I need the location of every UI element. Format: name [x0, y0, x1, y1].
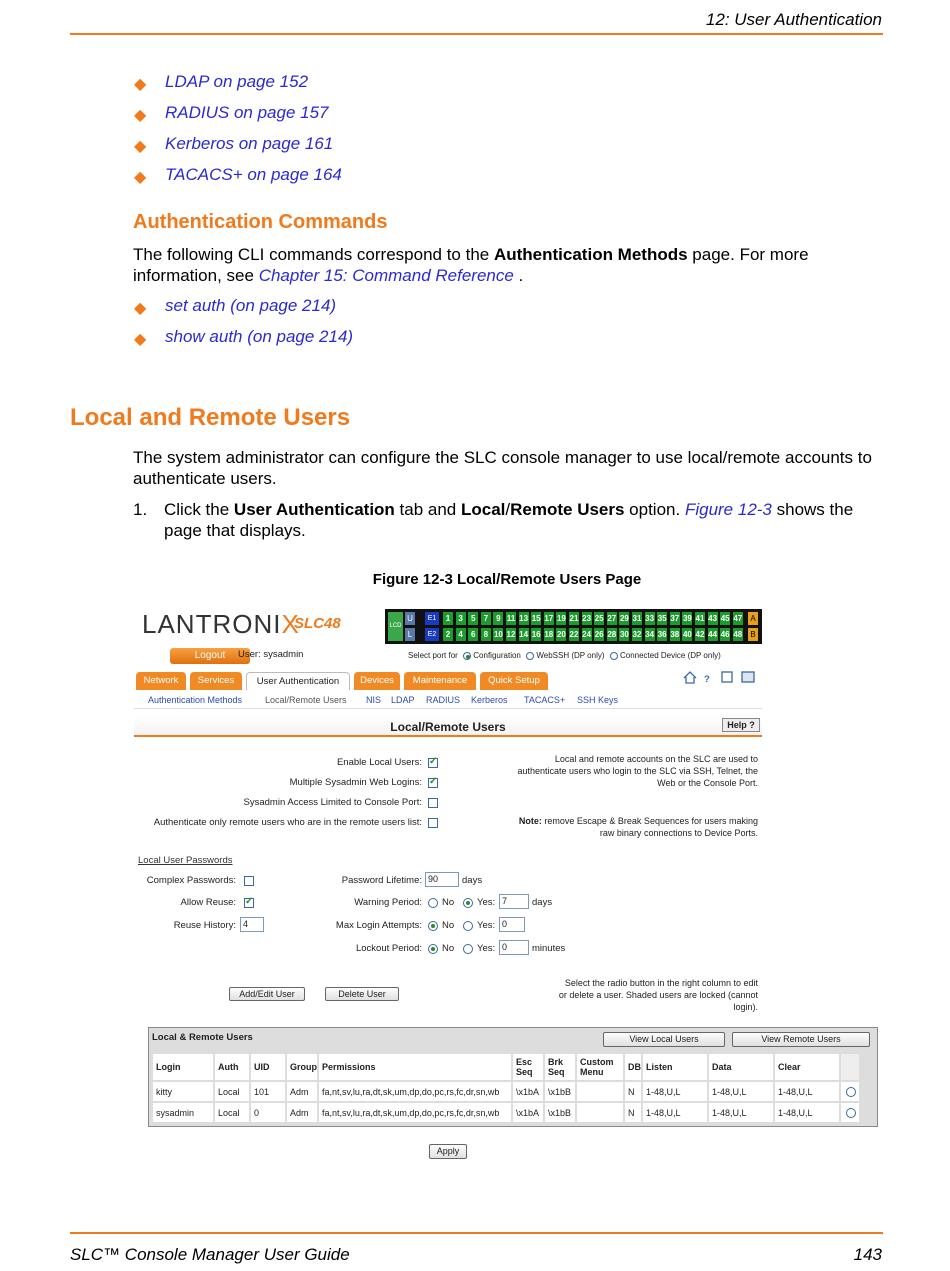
lockout-no-label: No [442, 943, 455, 954]
allow-reuse-label: Allow Reuse: [180, 897, 236, 908]
col-data: Data [709, 1054, 773, 1080]
lockout-period-input[interactable]: 0 [499, 940, 529, 955]
cell-select [841, 1082, 859, 1101]
connected-device-radio[interactable] [610, 652, 618, 660]
port-4[interactable]: 4 [456, 628, 466, 641]
col-select [841, 1054, 859, 1080]
port-8[interactable]: 8 [481, 628, 491, 641]
footer-rule [70, 1232, 883, 1234]
tab-services[interactable]: Services [190, 672, 242, 690]
view-remote-users-button[interactable]: View Remote Users [732, 1032, 870, 1047]
page-title-bar [134, 715, 762, 737]
enable-local-checkbox[interactable] [428, 758, 438, 768]
port-19[interactable]: 19 [556, 614, 566, 623]
port-37[interactable]: 37 [670, 614, 680, 623]
help-button[interactable]: Help ? [722, 718, 760, 732]
config-radio[interactable] [463, 652, 471, 660]
cell-select [841, 1103, 859, 1122]
cell-listen: 1-48,U,L [643, 1082, 707, 1101]
complex-passwords-label: Complex Passwords: [146, 875, 236, 886]
header-rule [70, 33, 883, 35]
password-lifetime-label: Password Lifetime: [341, 875, 422, 886]
users-table-title: Local & Remote Users [152, 1032, 253, 1043]
tab-quick-setup[interactable]: Quick Setup [480, 672, 548, 690]
warning-no-label: No [442, 897, 455, 908]
cell-group: Adm [287, 1082, 317, 1101]
port-20[interactable]: 20 [556, 630, 566, 639]
cell-brk-seq: \x1bB [545, 1082, 575, 1101]
cell-custom-menu [577, 1103, 623, 1122]
delete-user-button[interactable]: Delete User [325, 987, 399, 1001]
port-28[interactable]: 28 [607, 630, 617, 639]
subnav-nis[interactable]: NIS [366, 695, 382, 705]
link-ldap[interactable]: LDAP on page 152 [165, 72, 309, 91]
cell-brk-seq: \x1bB [545, 1103, 575, 1122]
port-3[interactable]: 3 [456, 612, 466, 625]
tab-maintenance[interactable]: Maintenance [404, 672, 476, 690]
port-25[interactable]: 25 [594, 614, 604, 623]
port-29[interactable]: 29 [619, 614, 629, 623]
subnav-local-remote[interactable]: Local/Remote Users [265, 695, 347, 705]
col-brk-seq: Brk Seq [545, 1054, 575, 1080]
col-uid: UID [251, 1054, 285, 1080]
cell-data: 1-48,U,L [709, 1103, 773, 1122]
section-intro: The system administrator can configure the SLC console manager to use local/remote accounts to authenticate users. [133, 448, 872, 488]
home-icon [684, 672, 696, 683]
max-login-no-radio[interactable] [428, 921, 438, 931]
cell-listen: 1-48,U,L [643, 1103, 707, 1122]
select-user-radio[interactable] [846, 1108, 856, 1118]
cell-auth: Local [215, 1103, 249, 1122]
lifetime-days-unit: days [462, 875, 483, 886]
port-47[interactable]: 47 [733, 614, 743, 623]
cell-uid: 0 [251, 1103, 285, 1122]
model-label: SLC48 [294, 615, 341, 632]
cell-db: N [625, 1103, 641, 1122]
usb-u-port[interactable]: U [405, 612, 415, 625]
port-14[interactable]: 14 [519, 630, 529, 639]
section-heading: Local and Remote Users [70, 404, 351, 431]
sitemap-icon [722, 672, 732, 682]
port-23[interactable]: 23 [582, 614, 592, 623]
cell-login: kitty [153, 1082, 213, 1101]
max-login-yes-radio[interactable] [463, 921, 473, 931]
lockout-minutes-unit: minutes [532, 943, 566, 954]
subnav-auth-methods[interactable]: Authentication Methods [148, 695, 243, 705]
cell-uid: 101 [251, 1082, 285, 1101]
cell-data: 1-48,U,L [709, 1082, 773, 1101]
col-login: Login [153, 1054, 213, 1080]
reuse-history-label: Reuse History: [173, 920, 236, 931]
port-39[interactable]: 39 [682, 614, 692, 623]
port-a[interactable]: A [748, 612, 758, 625]
cell-permissions: fa,nt,sv,lu,ra,dt,sk,um,dp,do,pc,rs,fc,dr,sn,wb [319, 1082, 511, 1101]
eth-e1-port[interactable]: E1 [425, 612, 439, 625]
port-13[interactable]: 13 [519, 614, 529, 623]
tab-network[interactable]: Network [136, 672, 186, 690]
cell-esc-seq: \x1bA [513, 1082, 543, 1101]
multiple-sysadmin-checkbox[interactable] [428, 778, 438, 788]
figure-caption: Figure 12-3 Local/Remote Users Page [372, 571, 642, 588]
users-table [151, 1052, 861, 1124]
link-tacacs[interactable]: TACACS+ on page 164 [165, 165, 342, 184]
bullet-diamond-icon: ◆ [134, 300, 147, 317]
reuse-history-input[interactable]: 4 [240, 917, 264, 932]
port-34[interactable]: 34 [645, 630, 655, 639]
col-clear: Clear [775, 1054, 839, 1080]
link-show-auth[interactable]: show auth (on page 214) [165, 327, 354, 346]
port-10[interactable]: 10 [493, 630, 503, 639]
chapter-15-link[interactable]: Chapter 15: Command Reference [258, 266, 514, 285]
warning-yes-radio[interactable] [463, 898, 473, 908]
port-21[interactable]: 21 [569, 614, 579, 623]
auth-remote-only-label: Authenticate only remote users who are in the remote users list: [153, 817, 422, 828]
port-27[interactable]: 27 [607, 614, 617, 623]
max-login-label: Max Login Attempts: [335, 920, 422, 931]
auth-commands-paragraph: The following CLI commands correspond to the Authentication Methods page. For more information, see Chapter 15: Command Reference . [133, 245, 809, 285]
bullet-diamond-icon: ◆ [134, 169, 147, 186]
cell-clear: 1-48,U,L [775, 1103, 839, 1122]
help-icon: ? [704, 674, 710, 685]
warning-period-input[interactable]: 7 [499, 894, 529, 909]
sub-navigation [134, 691, 762, 709]
link-kerberos[interactable]: Kerberos on page 161 [165, 134, 334, 153]
col-listen: Listen [643, 1054, 707, 1080]
port-36[interactable]: 36 [657, 630, 667, 639]
sysadmin-console-checkbox[interactable] [428, 798, 438, 808]
lockout-period-label: Lockout Period: [355, 943, 422, 954]
port-42[interactable]: 42 [695, 630, 705, 639]
col-db: DB [625, 1054, 641, 1080]
port-44[interactable]: 44 [708, 630, 718, 639]
escape-note: Note: remove Escape & Break Sequences for users making raw binary connections to Device Ports. [518, 816, 758, 838]
subnav-ldap[interactable]: LDAP [391, 695, 415, 705]
toolbar-icons [682, 669, 762, 685]
tab-devices[interactable]: Devices [354, 672, 400, 690]
password-lifetime-input[interactable]: 90 [425, 872, 459, 887]
lockout-yes-label: Yes: [477, 943, 496, 954]
col-esc-seq: Esc Seq [513, 1054, 543, 1080]
port-22[interactable]: 22 [569, 630, 579, 639]
max-login-no-label: No [442, 920, 455, 931]
port-38[interactable]: 38 [670, 630, 680, 639]
users-table-panel [148, 1027, 878, 1127]
port-32[interactable]: 32 [632, 630, 642, 639]
tab-user-authentication[interactable]: User Authentication [246, 672, 350, 690]
local-remote-users-screenshot [134, 605, 841, 1170]
view-local-users-button[interactable]: View Local Users [603, 1032, 725, 1047]
cell-custom-menu [577, 1082, 623, 1101]
auth-remote-only-checkbox[interactable] [428, 818, 438, 828]
cell-auth: Local [215, 1082, 249, 1101]
port-30[interactable]: 30 [619, 630, 629, 639]
port-status-grid [385, 609, 762, 644]
port-41[interactable]: 41 [695, 614, 705, 623]
port-16[interactable]: 16 [531, 630, 541, 639]
warning-yes-label: Yes: [477, 897, 496, 908]
port-35[interactable]: 35 [657, 614, 667, 623]
usb-l-port[interactable]: L [405, 628, 415, 641]
port-43[interactable]: 43 [708, 614, 718, 623]
logout-button[interactable]: Logout [170, 648, 250, 664]
max-login-yes-label: Yes: [477, 920, 496, 931]
cell-group: Adm [287, 1103, 317, 1122]
footer-title: SLC™ Console Manager User Guide [70, 1245, 350, 1264]
cell-db: N [625, 1082, 641, 1101]
port-9[interactable]: 9 [493, 612, 503, 625]
multiple-sysadmin-label: Multiple Sysadmin Web Logins: [289, 777, 422, 788]
port-45[interactable]: 45 [720, 614, 730, 623]
table-row [153, 1082, 859, 1101]
page-title: Local/Remote Users [390, 720, 506, 734]
lockout-no-radio[interactable] [428, 944, 438, 954]
port-24[interactable]: 24 [582, 630, 592, 639]
print-icon [742, 672, 754, 682]
warning-period-label: Warning Period: [354, 897, 422, 908]
max-login-input[interactable]: 0 [499, 917, 525, 932]
figure-12-3-link[interactable]: Figure 12-3 [684, 500, 772, 519]
port-26[interactable]: 26 [594, 630, 604, 639]
subnav-radius[interactable]: RADIUS [426, 695, 461, 705]
cell-clear: 1-48,U,L [775, 1082, 839, 1101]
lcd-indicator: LCD [388, 612, 403, 641]
port-6[interactable]: 6 [468, 628, 478, 641]
port-33[interactable]: 33 [645, 614, 655, 623]
step-text: Click the User Authentication tab and Local/Remote Users option. Figure 12-3 shows the page that displays. [164, 500, 854, 540]
lantronix-logo: LANTRONIX [142, 609, 300, 639]
select-port-row: Select port for Configuration WebSSH (DP only) Connected Device (DP only) [408, 651, 721, 660]
port-48[interactable]: 48 [733, 630, 743, 639]
subnav-kerberos[interactable]: Kerberos [471, 695, 508, 705]
port-18[interactable]: 18 [544, 630, 554, 639]
port-46[interactable]: 46 [720, 630, 730, 639]
cell-login: sysadmin [153, 1103, 213, 1122]
port-15[interactable]: 15 [531, 614, 541, 623]
apply-button[interactable]: Apply [429, 1144, 467, 1159]
port-5[interactable]: 5 [468, 612, 478, 625]
lockout-yes-radio[interactable] [463, 944, 473, 954]
bullet-diamond-icon: ◆ [134, 107, 147, 124]
port-1[interactable]: 1 [443, 612, 453, 625]
add-edit-user-button[interactable]: Add/Edit User [229, 987, 305, 1001]
bullet-diamond-icon: ◆ [134, 76, 147, 93]
subnav-ssh-keys[interactable]: SSH Keys [577, 695, 619, 705]
link-set-auth[interactable]: set auth (on page 214) [165, 296, 337, 315]
port-31[interactable]: 31 [632, 614, 642, 623]
accounts-note: Local and remote accounts on the SLC are used to authenticate users who login to the SLC via SSH, Telnet, the Web or the Console Port. [517, 754, 758, 788]
warning-no-radio[interactable] [428, 898, 438, 908]
table-header-row [153, 1054, 859, 1080]
chapter-header: 12: User Authentication [705, 10, 882, 29]
port-40[interactable]: 40 [682, 630, 692, 639]
port-2[interactable]: 2 [443, 628, 453, 641]
bullet-diamond-icon: ◆ [134, 138, 147, 155]
select-radio-note: Select the radio button in the right column to edit or delete a user. Shaded users are locked (cannot login). [558, 978, 758, 1012]
page-number: 143 [853, 1245, 882, 1264]
col-permissions: Permissions [319, 1054, 511, 1080]
sysadmin-console-label: Sysadmin Access Limited to Console Port: [243, 797, 422, 808]
allow-reuse-checkbox[interactable] [244, 898, 254, 908]
port-11[interactable]: 11 [506, 614, 516, 623]
eth-e2-port[interactable]: E2 [425, 628, 439, 641]
col-custom-menu: Custom Menu [577, 1054, 623, 1080]
cell-permissions: fa,nt,sv,lu,ra,dt,sk,um,dp,do,pc,rs,fc,dr,sn,wb [319, 1103, 511, 1122]
webssh-radio[interactable] [526, 652, 534, 660]
port-7[interactable]: 7 [481, 612, 491, 625]
port-17[interactable]: 17 [544, 614, 554, 623]
select-user-radio[interactable] [846, 1087, 856, 1097]
bullet-diamond-icon: ◆ [134, 331, 147, 348]
link-radius[interactable]: RADIUS on page 157 [165, 103, 329, 122]
cell-esc-seq: \x1bA [513, 1103, 543, 1122]
complex-passwords-checkbox[interactable] [244, 876, 254, 886]
step-number: 1. [133, 500, 148, 519]
local-user-passwords-heading: Local User Passwords [138, 855, 233, 866]
col-group: Group [287, 1054, 317, 1080]
subnav-tacacs[interactable]: TACACS+ [524, 695, 566, 705]
table-row [153, 1103, 859, 1122]
user-label: User: sysadmin [238, 649, 304, 660]
enable-local-label: Enable Local Users: [336, 757, 422, 768]
port-12[interactable]: 12 [506, 630, 516, 639]
auth-commands-heading: Authentication Commands [133, 211, 388, 233]
port-b[interactable]: B [748, 628, 758, 641]
col-auth: Auth [215, 1054, 249, 1080]
warning-days-unit: days [532, 897, 553, 908]
